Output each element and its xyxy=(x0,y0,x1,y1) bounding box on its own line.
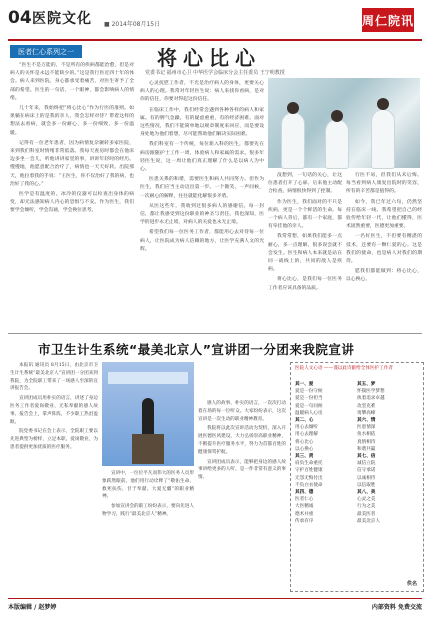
footer-note: 内部资料 免费交流 xyxy=(371,604,422,611)
paragraph: 如今，我已年过六旬，仍然坚持在临床一线。我希望把自己的经验传给年轻一代，让他们懂得，医术固然重要，医德更加重要。 xyxy=(346,199,422,230)
paragraph: 心灵抚慰工作者，不光是治疗病人的身体，更要关心病人的心理。我常对年轻医生说：病人来找你看病，是对你的信任，你要对得起这份信任。 xyxy=(140,81,264,103)
stanza-title: 其一、爱 xyxy=(295,382,314,387)
doctor-head xyxy=(287,102,299,114)
poem-line: 心灵之美 xyxy=(357,497,376,503)
doctor-photo xyxy=(268,78,420,168)
poem-line: 最美北京人 xyxy=(357,518,380,524)
poem-line: 将心比心 xyxy=(295,439,314,445)
page-number: 04 xyxy=(8,8,32,28)
page-header xyxy=(8,5,422,41)
poem-line: 医患情深 xyxy=(357,425,376,431)
poem-line: 诚信立院 xyxy=(357,461,376,467)
column-tag: 医者仁心系列之一 xyxy=(10,45,82,58)
paragraph: 医学是有温度的。冰冷的仪器可以检查出身体的病变，却无法感知病人内心的恐惧与不安。作为医生，我们要学会倾听，学会沟通，学会换位思考。 xyxy=(10,192,134,214)
poem-box xyxy=(290,362,424,592)
doctor-figure xyxy=(282,113,304,168)
news-column-c xyxy=(198,400,286,592)
poem-line: 无怨无悔付出 xyxy=(295,475,323,481)
article-column-1 xyxy=(10,62,134,330)
paragraph: 行医不易，但我们从未后悔。每当看到病人康复出院时的笑容，所有的辛苦都是值得的。 xyxy=(346,173,422,195)
paragraph: 作为医生，我们面对的不只是疾病，更是一个个鲜活的生命。每一个病人背后，都有一个家庭，都有牵挂他的亲人。 xyxy=(268,199,342,230)
poem-line: 行为之美 xyxy=(357,504,376,510)
poem-line: 传承有序 xyxy=(295,518,314,524)
paragraph: 愿我们都能做到：将心比心，以心换心。 xyxy=(346,269,422,283)
paragraph: 从医这些年，我收到过很多病人的感谢信。每一封信，都让我感受到这份职业的神圣与责任。我也深知，医学的进步永无止境，对病人的关爱也永无止境。 xyxy=(140,203,264,226)
paragraph: 希望我们每一位医务工作者，都能用心去对待每一位病人，让医院成为病人信赖的地方，让医学充满人文的光辉。 xyxy=(140,230,264,252)
poem-line: 爱是一份守候 xyxy=(295,389,323,395)
paragraph: “医生不是万能的，不是所有的疾病都能治愈，但是对病人的关怀是永远不能缺少的。”这是我行医近四十年的体会。病人来到医院，身心都承受着痛苦，对医生寄予了全部的希望。医生的一句话、一个眼神，都会影响病人的情绪。 xyxy=(10,63,134,101)
news-column-b xyxy=(102,470,194,592)
nurse-head xyxy=(377,98,389,110)
poem-line: 用心去倾听 xyxy=(295,425,318,431)
poem-line: 不负白衣使命 xyxy=(295,482,323,488)
poem-line: 德术并重 xyxy=(295,511,314,517)
poem-line: 执着追求卓越 xyxy=(357,396,385,402)
poem-line: 守护百姓健康 xyxy=(295,468,323,474)
poem-line: 攻坚克难 xyxy=(357,403,376,409)
news-column-a xyxy=(10,362,98,592)
paragraph: 院党委书记在会上表示，全院职工要以先进典型为榜样，立足本职，爱岗敬业，为患者提供更加优质的医疗服务。 xyxy=(10,429,98,450)
nurse-figure xyxy=(372,110,394,168)
section-divider xyxy=(8,333,422,334)
paragraph: 将心比心，是我们每一位医务工作者应该具备的品质。 xyxy=(268,277,342,291)
article-column-4 xyxy=(346,172,422,330)
poem-line: 温暖病人心房 xyxy=(295,410,323,416)
lecture-photo xyxy=(102,362,194,466)
poem-line: 大医精诚 xyxy=(295,504,314,510)
poem-line: 最美医者 xyxy=(357,511,376,517)
stage-banner xyxy=(108,372,188,384)
paragraph: 参加宣讲会的职工纷纷表示，要向先进人物学习，践行“最美北京人”精神。 xyxy=(102,504,194,517)
stanza-title: 其四、德 xyxy=(295,490,314,496)
stanza-title: 其二、心 xyxy=(295,418,314,424)
poem-line: 勇攀高峰 xyxy=(357,410,376,416)
article-column-3 xyxy=(268,172,342,330)
paragraph: 医患关系的和谐，需要医生和病人共同努力。但作为医生，我们应当主动迈出第一步。一个微笑，一声问候，一次耐心的解释，往往就能化解很多矛盾。 xyxy=(140,177,264,199)
patient-figure xyxy=(326,120,348,168)
paragraph: 在临床工作中，我们经常会遇到各种各样的病人和家属。有的脾气急躁，有的疑虑重重，有的经济困难。面对这些情况，我们不能简单地以规章制度来回应，而是要设身处地为他们着想，尽可能帮助他们解决实际困难。 xyxy=(140,107,264,138)
paragraph: 没想到，一句话的关心，让这位患者打开了心扉。后来他主动配合检查，病情很快得到了控制。 xyxy=(268,173,342,195)
paragraph: 一名好医生，不但要有精湛的技术，还要有一颗仁爱的心。这是我们的使命，也是病人对我们的期待。 xyxy=(346,234,422,265)
poem-line: 医者仁心 xyxy=(295,497,314,503)
footer-editor: 本版编辑 / 赵梦婷 xyxy=(8,604,57,611)
paragraph: 宣讲团成员表示，能够把身边的感人故事讲给更多的人听，是一件非常有意义的事情。 xyxy=(198,459,286,481)
paragraph: 我院将以此次宣讲活动为契机，深入开展医德医风建设，大力弘扬崇高职业精神，不断提升医疗服务水平，努力为首都百姓的健康保驾护航。 xyxy=(198,426,286,455)
poem-line: 真情相待 xyxy=(357,439,376,445)
podium xyxy=(132,434,164,464)
poem-line: 鱼水相依 xyxy=(357,432,376,438)
poem-line: 以诚相待 xyxy=(357,475,376,481)
poem-line: 和谐共赢 xyxy=(357,446,376,452)
poem-line: 怀揣医学梦想 xyxy=(357,389,385,395)
paragraph: 宣讲中，一位位平凡而伟大的医务人员形象跃然眼前。他们用行动诠释了“敬佑生命、救死扶伤、甘于奉献、大爱无疆”的职业精神。 xyxy=(102,471,194,500)
page-footer xyxy=(8,598,422,611)
paragraph: 几十年来，我始终把“将心比心”作为行医的准则。如果躺在病床上的是我的亲人，我会怎样对待？带着这样的想法去看病，就会多一份耐心，多一份细致，多一份温暖。 xyxy=(10,106,134,136)
poem-line: 爱是一份担当 xyxy=(295,396,323,402)
poem-line: 用心去理解 xyxy=(295,432,318,438)
poem-column-right xyxy=(357,381,419,525)
edition-date: ■ 2014年08月15日 xyxy=(104,21,161,28)
section-title: 医院文化 xyxy=(32,11,92,27)
stanza-title: 其七、信 xyxy=(357,454,376,460)
stanza-title: 其八、美 xyxy=(357,490,376,496)
paragraph: 我常常想，如果我们能多一点耐心，多一点理解，很多误会就不会发生。医生和病人本来就是站在同一战线上的，共同的敌人是疾病。 xyxy=(268,234,342,273)
newspaper-logo: 周仁院讯 xyxy=(362,8,414,32)
patient-head xyxy=(331,110,343,122)
article-byline: 党委书记 福州市心卫 中华医学会临床分会主任委员 王宁明教授 xyxy=(145,70,285,76)
article-title: 将心比心 xyxy=(157,46,261,70)
poem-line: 肩负生命重托 xyxy=(295,461,323,467)
stanza-title: 其六、情 xyxy=(357,418,376,424)
poem-column-left xyxy=(295,381,357,525)
paragraph: 感人的故事、朴实的语言，一次次打动着在场的每一位听众。大家纷纷表示，这次宣讲是一次生动的职业精神教育。 xyxy=(198,401,286,422)
paragraph: 记得有一位老年患者，因为病情复杂辗转多家医院，来到我们科室时情绪非常低落。我每天查房时都会在他床边多坐一会儿，听他讲讲家里的事，讲讲年轻时的经历。慢慢地，他愿意配合治疗了，病情也一天天好转。出院那天，他拉着我的手说：“王医生，你不仅治好了我的病，也治好了我的心。” xyxy=(10,140,134,187)
poem-line: 信守承诺 xyxy=(357,468,376,474)
news-headline: 市卫生计生系统“最美北京人”宣讲团一分团来我院宣讲 xyxy=(38,342,355,357)
poem-line: 以心换心 xyxy=(295,446,314,452)
paragraph: 我们科室有一个传统，每位新入科的医生，都要先在病房跟随护士工作一周，体验病人和家属的需求。很多年轻医生说，这一周让他们真正理解了什么是以病人为中心。 xyxy=(140,142,264,173)
poem-header: 医院人文心语 ——谨以此诗献给全体医护工作者 xyxy=(295,366,393,371)
paragraph: 宣讲团成员用朴实的语言，讲述了身边医务工作者爱岗敬业、无私奉献的感人故事。报告会上，掌声阵阵，不少职工热泪盈眶。 xyxy=(10,396,98,425)
stanza-title: 其三、责 xyxy=(295,454,314,460)
poem-line: 爱是一句问候 xyxy=(295,403,323,409)
stanza-title: 其五、梦 xyxy=(357,382,376,387)
poem-line: 以信取胜 xyxy=(357,482,376,488)
paragraph: 本报讯 通讯员 8月15日，由北京市卫生计生系统“最美北京人”宣讲团一分团来到我院，为全院职工带来了一场感人至深的宣讲报告会。 xyxy=(10,363,98,392)
article-column-2 xyxy=(140,80,264,330)
poem-signature: 佚名 xyxy=(406,581,417,587)
